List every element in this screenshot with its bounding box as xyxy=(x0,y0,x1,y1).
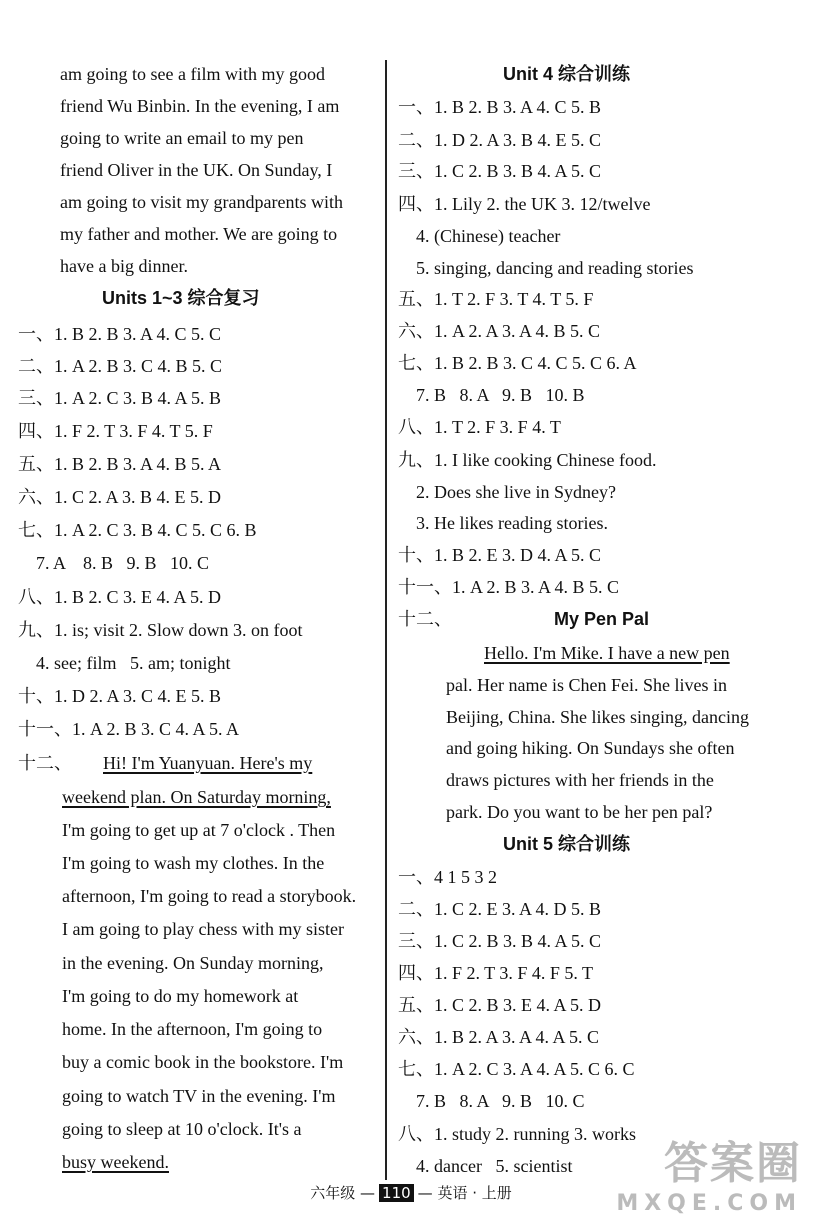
answer-line: 二、1. C 2. E 3. A 4. D 5. B xyxy=(398,899,602,919)
essay-line: afternoon, I'm going to read a storybook. xyxy=(62,886,357,906)
answer-line: 五、1. C 2. B 3. E 4. A 5. D xyxy=(398,995,602,1015)
answer-line: 十、1. B 2. E 3. D 4. A 5. C xyxy=(398,545,602,565)
footer-dash: — xyxy=(360,1184,376,1202)
answer-line: 四、1. F 2. T 3. F 4. T 5. F xyxy=(18,421,213,441)
essay-line: home. In the afternoon, I'm going to xyxy=(62,1019,323,1039)
essay-line: draws pictures with her friends in the xyxy=(446,770,714,790)
essay-line: pal. Her name is Chen Fei. She lives in xyxy=(446,675,727,695)
answer-line: 九、1. I like cooking Chinese food. xyxy=(398,450,657,470)
essay-line: I'm going to get up at 7 o'clock . Then xyxy=(62,820,336,840)
passage-line: going to write an email to my pen xyxy=(60,128,304,148)
watermark-logo xyxy=(616,1127,802,1216)
essay-line: going to sleep at 10 o'clock. It's a xyxy=(62,1119,302,1139)
passage-line: friend Wu Binbin. In the evening, I am xyxy=(60,96,340,116)
answer-line: 一、1. B 2. B 3. A 4. C 5. C xyxy=(18,324,222,344)
essay-line: park. Do you want to be her pen pal? xyxy=(446,802,713,822)
essay-line: I'm going to wash my clothes. In the xyxy=(62,853,325,873)
essay-line xyxy=(62,786,331,808)
watermark-url: MXQE.COM xyxy=(616,1191,802,1216)
answer-line: 4. (Chinese) teacher xyxy=(398,226,561,246)
essay-line: in the evening. On Sunday morning, xyxy=(62,953,324,973)
section-heading-unit-4: Unit 4 综合训练 xyxy=(503,64,631,84)
answer-line: 4. dancer 5. scientist xyxy=(398,1156,573,1176)
footer-grade: 六年级 xyxy=(310,1184,356,1202)
answer-line: 三、1. A 2. C 3. B 4. A 5. B xyxy=(18,388,222,408)
essay-line: and going hiking. On Sundays she often xyxy=(446,738,735,758)
column-divider xyxy=(385,60,387,1180)
answer-line: 一、4 1 5 3 2 xyxy=(398,867,497,887)
page-number: 110 xyxy=(379,1184,414,1202)
essay-line-underlined: weekend plan. On Saturday morning, xyxy=(62,787,331,807)
essay-label: 十二、 xyxy=(398,609,452,629)
essay-title: My Pen Pal xyxy=(554,609,650,629)
footer-dash: — xyxy=(417,1184,433,1202)
answer-line: 五、1. T 2. F 3. T 4. T 5. F xyxy=(398,289,594,309)
essay-line: busy weekend. xyxy=(62,1152,169,1172)
answer-line: 四、1. F 2. T 3. F 4. F 5. T xyxy=(398,963,594,983)
essay-line: I am going to play chess with my sister xyxy=(62,919,344,939)
answer-line: 5. singing, dancing and reading stories xyxy=(398,258,694,278)
answer-line: 3. He likes reading stories. xyxy=(398,513,608,533)
answer-line: 一、1. B 2. B 3. A 4. C 5. B xyxy=(398,97,602,117)
answer-line: 九、1. is; visit 2. Slow down 3. on foot xyxy=(18,620,303,640)
answer-line: 八、1. study 2. running 3. works xyxy=(398,1124,636,1144)
section-heading-units-1-3: Units 1~3 综合复习 xyxy=(102,288,260,308)
essay-line: I'm going to do my homework at xyxy=(62,986,299,1006)
answer-line: 4. see; film 5. am; tonight xyxy=(18,653,231,673)
answer-line: 十一、1. A 2. B 3. A 4. B 5. C xyxy=(398,577,620,597)
passage-line: have a big dinner. xyxy=(60,256,188,276)
section-heading-unit-5: Unit 5 综合训练 xyxy=(503,834,631,854)
answer-line: 四、1. Lily 2. the UK 3. 12/twelve xyxy=(398,194,651,214)
essay-line: Beijing, China. She likes singing, dancing xyxy=(446,707,749,727)
answer-line: 7. B 8. A 9. B 10. B xyxy=(398,385,585,405)
answer-line: 八、1. B 2. C 3. E 4. A 5. D xyxy=(18,587,222,607)
answer-line: 七、1. A 2. C 3. A 4. A 5. C 6. C xyxy=(398,1059,635,1079)
essay-line: going to watch TV in the evening. I'm xyxy=(62,1086,336,1106)
answer-line: 七、1. B 2. B 3. C 4. C 5. C 6. A xyxy=(398,353,637,373)
answer-line: 二、1. D 2. A 3. B 4. E 5. C xyxy=(398,130,602,150)
answer-line: 六、1. B 2. A 3. A 4. A 5. C xyxy=(398,1027,600,1047)
answer-line: 7. B 8. A 9. B 10. C xyxy=(398,1091,585,1111)
answer-line: 三、1. C 2. B 3. B 4. A 5. C xyxy=(398,161,602,181)
answer-line: 2. Does she live in Sydney? xyxy=(398,482,616,502)
passage-line: friend Oliver in the UK. On Sunday, I xyxy=(60,160,333,180)
essay-label: 十二、 xyxy=(18,753,72,773)
passage-line: am going to see a film with my good xyxy=(60,64,325,84)
answer-line: 十一、1. A 2. B 3. C 4. A 5. A xyxy=(18,719,240,739)
essay-line: Hi! I'm Yuanyuan. Here's my xyxy=(103,753,313,773)
answer-line: 7. A 8. B 9. B 10. C xyxy=(18,553,210,573)
passage-line: my father and mother. We are going to xyxy=(60,224,338,244)
answer-line: 七、1. A 2. C 3. B 4. C 5. C 6. B xyxy=(18,520,257,540)
answer-line: 三、1. C 2. B 3. B 4. A 5. C xyxy=(398,931,602,951)
passage-line: am going to visit my grandparents with xyxy=(60,192,343,212)
answer-line: 二、1. A 2. B 3. C 4. B 5. C xyxy=(18,356,223,376)
answer-line: 十、1. D 2. A 3. C 4. E 5. B xyxy=(18,686,222,706)
footer-subject: 英语 · 上册 xyxy=(437,1184,512,1202)
answer-line: 六、1. A 2. A 3. A 4. B 5. C xyxy=(398,321,601,341)
essay-line: buy a comic book in the bookstore. I'm xyxy=(62,1052,344,1072)
watermark-text: 答案圈 xyxy=(664,1138,802,1189)
essay-line: Hello. I'm Mike. I have a new pen xyxy=(484,643,730,663)
answer-line: 五、1. B 2. B 3. A 4. B 5. A xyxy=(18,454,222,474)
answer-line: 六、1. C 2. A 3. B 4. E 5. D xyxy=(18,487,222,507)
answer-line: 八、1. T 2. F 3. F 4. T xyxy=(398,417,561,437)
